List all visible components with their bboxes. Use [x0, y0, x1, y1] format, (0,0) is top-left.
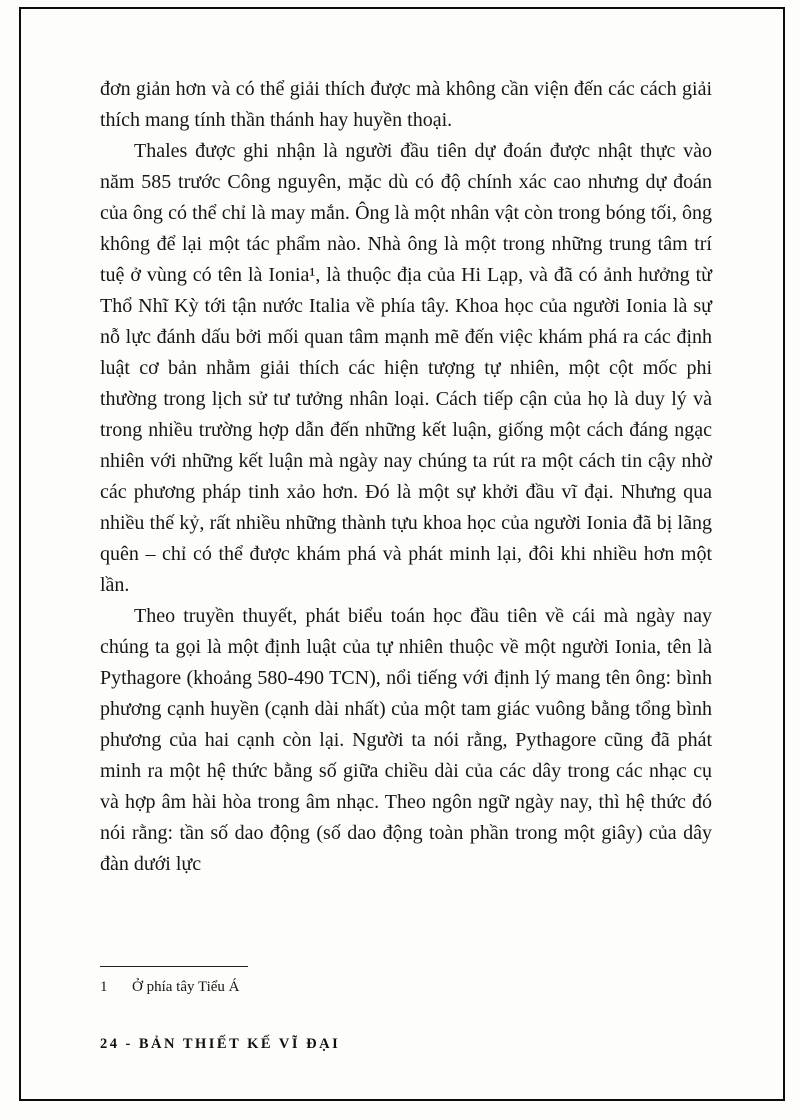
footnote — [100, 966, 712, 997]
page-number: 24 — [100, 1036, 120, 1052]
page-footer — [100, 1036, 340, 1053]
footnote-marker: 1 — [100, 979, 108, 995]
footnote-divider — [100, 966, 248, 967]
body-text — [100, 74, 712, 880]
footer-separator: - — [125, 1036, 133, 1052]
paragraph-thales: Thales được ghi nhận là người đầu tiên dự đoán được nhật thực vào năm 585 trước Công nguyên, mặc dù có độ chính xác cao nhưng dự đoán của ông có thể chỉ là may mắn. Ông là một nhân vật còn trong bóng tối, ông không để lại một tác phẩm nào. Nhà ông là một trong những trung tâm trí tuệ ở vùng có tên là Ionia¹, là thuộc địa của Hi Lạp, và đã có ảnh hưởng từ Thổ Nhĩ Kỳ tới tận nước Italia về phía tây. Khoa học của người Ionia là sự nỗ lực đánh dấu bởi mối quan tâm mạnh mẽ đến việc khám phá ra các định luật cơ bản nhằm giải thích các hiện tượng tự nhiên, một cột mốc phi thường trong lịch sử tư tưởng nhân loại. Cách tiếp cận của họ là duy lý và trong nhiều trường hợp dẫn đến những kết luận, giống một cách đáng ngạc nhiên với những kết luận mà ngày nay chúng ta rút ra một cách tin cậy nhờ các phương pháp tinh xảo hơn. Đó là một sự khởi đầu vĩ đại. Nhưng qua nhiều thế kỷ, rất nhiều những thành tựu khoa học của người Ionia đã bị lãng quên – chỉ có thể được khám phá và phát minh lại, đôi khi nhiều hơn một lần. — [100, 140, 712, 596]
paragraph-continuation: đơn giản hơn và có thể giải thích được mà không cần viện đến các cách giải thích mang tính thần thánh hay huyền thoại. — [100, 78, 712, 131]
book-title: BẢN THIẾT KẾ VĨ ĐẠI — [138, 1036, 341, 1052]
footnote-line — [100, 977, 712, 997]
paragraph-pythagore: Theo truyền thuyết, phát biểu toán học đầu tiên về cái mà ngày nay chúng ta gọi là một định luật của tự nhiên thuộc về một người Ionia, tên là Pythagore (khoảng 580-490 TCN), nổi tiếng với định lý mang tên ông: bình phương cạnh huyền (cạnh dài nhất) của một tam giác vuông bằng tổng bình phương của hai cạnh còn lại. Người ta nói rằng, Pythagore cũng đã phát minh ra một hệ thức bằng số giữa chiều dài của các dây trong các nhạc cụ và hợp âm hài hòa trong âm nhạc. Theo ngôn ngữ ngày nay, thì hệ thức đó nói rằng: tần số dao động (số dao động toàn phần trong một giây) của dây đàn dưới lực — [100, 605, 712, 875]
footnote-text: Ở phía tây Tiểu Á — [132, 979, 240, 995]
